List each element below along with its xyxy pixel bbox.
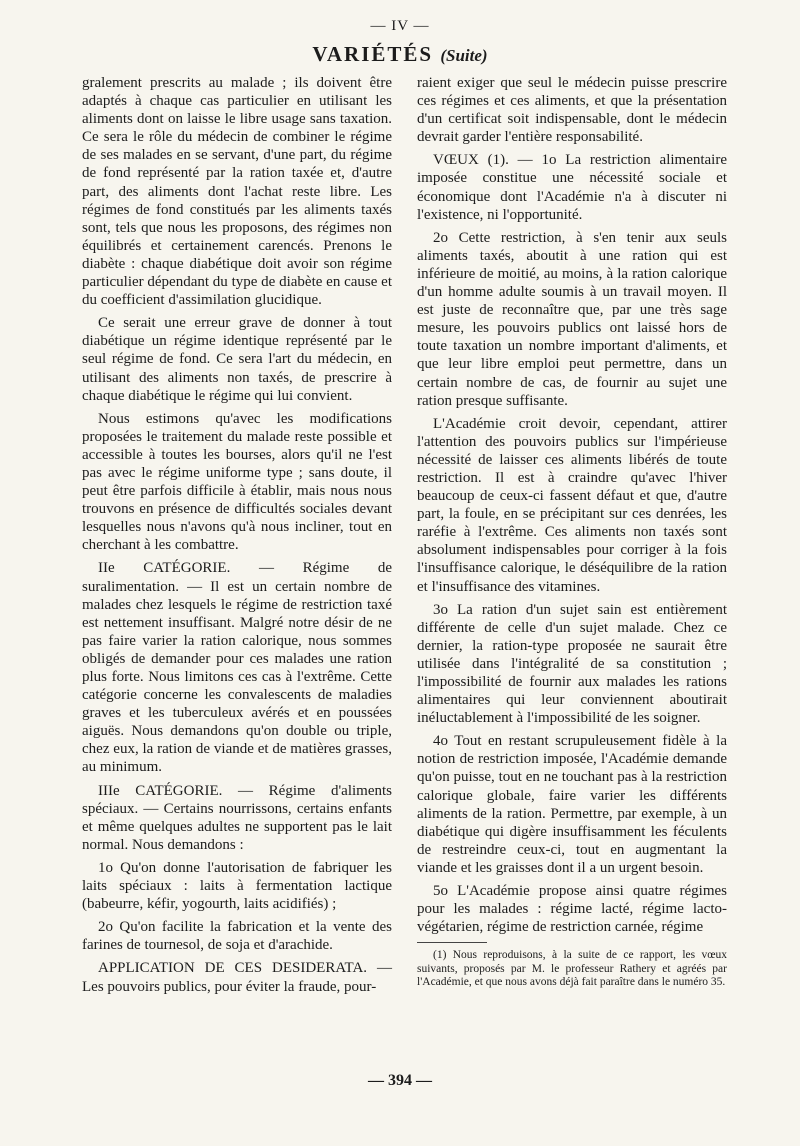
paragraph: raient exiger que seul le médecin puisse prescrire ces régimes et ces aliments, et que la présentation d'un certificat soit indispensable, dont le médecin devrait garder l'entière responsabilité.: [417, 75, 727, 146]
paragraph: 2o Cette restriction, à s'en tenir aux seuls aliments taxés, aboutit à une ration qui est inférieure de moitié, au moins, à la ration calorique d'un homme adulte soumis à un travail moyen. Il est juste de reconnaître que, par une très sage mesure, les pouvoirs publics ont laissé hors de toute taxation un nombre important d'aliments, et que leur libre emploi peut permettre, dans un certain nombre de cas, de fournir au sujet une ration presque suffisante.: [417, 229, 727, 409]
paragraph: 1o Qu'on donne l'autorisation de fabriquer les laits spéciaux : laits à fermentation lactique (babeurre, kéfir, yogourth, laits acidifiés) ;: [82, 859, 392, 913]
paragraph: 5o L'Académie propose ainsi quatre régimes pour les malades : régime lacté, régime lacto-végétarien, régime de restriction carnée, régime: [417, 883, 727, 936]
right-column: [417, 74, 727, 995]
paragraph: Ce serait une erreur grave de donner à tout diabétique un régime identique représenté par le seul régime de fond. Ce sera l'art du médecin, en utilisant des aliments non taxés, de prescrire à chaque diabétique le régime qui lui convient.: [82, 315, 392, 404]
paragraph: VŒUX (1). — 1o La restriction alimentaire imposée constitue une nécessité sociale et économique dont l'Académie n'a à discuter ni l'existence, ni l'opportunité.: [417, 152, 727, 223]
footnote: (1) Nous reproduisons, à la suite de ce rapport, les vœux suivants, proposés par M. le professeur Rathery et agréés par l'Académie, et que nous avons déjà fait paraître dans le numéro 35.: [417, 949, 727, 989]
page-number: — 394 —: [368, 1072, 432, 1089]
title-suffix: (Suite): [440, 46, 488, 65]
paragraph: 4o Tout en restant scrupuleusement fidèle à la notion de restriction imposée, l'Académie demande qu'on puisse, tout en ne touchant pas à la restriction calorique globale, faire varier les différents aliments de la ration. Permettre, par exemple, à un diabétique qui digère insuffisamment les féculents de restreindre ceux-ci, tout en augmentant la viande et les graisses dont il a un urgent besoin.: [417, 733, 727, 876]
paragraph: IIIe CATÉGORIE. — Régime d'aliments spéciaux. — Certains nourrissons, certains enfants et même quelques adultes ne supportent pas le lait normal. Nous demandons :: [82, 782, 392, 853]
paragraph: APPLICATION DE CES DESIDERATA. — Les pouvoirs publics, pour éviter la fraude, pour-: [82, 960, 392, 995]
paragraph: IIe CATÉGORIE. — Régime de suralimentation. — Il est un certain nombre de malades chez lesquels le régime de restriction taxé est nettement insuffisant. Malgré notre désir de ne pas faire varier la ration calorique, nous sommes obligés de demander pour ces malades une ration plus forte. Nous limitons ces cas à l'extrême. Cette catégorie concerne les convalescents de maladies graves et les tuberculeux avérés et en poussées aiguës. Nous demandons qu'on double ou triple, chez eux, la ration de viande et de matières grasses, au minimum.: [82, 560, 392, 776]
title-text: VARIÉTÉS: [312, 42, 434, 66]
footnote-divider: [417, 942, 487, 943]
paragraph: gralement prescrits au malade ; ils doivent être adaptés à chaque cas particulier en utilisant les aliments dont on laisse le libre usage sans taxation. Ce sera le rôle du médecin de combiner le régime de ses malades en se servant, d'une part, du régime de fond représenté par la ration taxée et, d'autre part, des aliments dont l'achat reste libre. Les régimes de fond constitués par les aliments taxés sont, tels que nous les proposons, des régimes non équilibrés et certainement carencés. Prenons le diabète : chaque diabétique doit avoir son régime particulier dépendant du type de diabète en cause et du coefficient d'assimilation glucidique.: [82, 75, 392, 309]
paragraph: 2o Qu'on facilite la fabrication et la vente des farines de tournesol, de soja et d'arachide.: [82, 919, 392, 954]
paragraph: Nous estimons qu'avec les modifications proposées le traitement du malade reste possible et accessible à toutes les bourses, alors qu'il ne l'est pas avec le régime uniforme type ; sans doute, il peut être parfois difficile à établir, mais nous nous trouvons en présence de difficultés sociales devant lesquelles nous n'avons qu'à nous incliner, tout en cherchant à les combattre.: [82, 410, 392, 554]
roman-page-marker: — IV —: [370, 18, 430, 34]
paragraph: 3o La ration d'un sujet sain est entièrement différente de celle d'un sujet malade. Chez ce dernier, la ration-type proposée ne saurait être utilisée dans l'intégralité de sa constitution ; l'impossibilité de fournir aux malades les rations alimentaires qui leur conviennent aboutirait inéluctablement à l'impossibilité de les soigner.: [417, 601, 727, 727]
left-column: [82, 74, 392, 1001]
section-title: [0, 42, 800, 67]
paragraph: L'Académie croit devoir, cependant, attirer l'attention des pouvoirs publics sur l'impérieuse nécessité de laisser ces aliments libérés de toute restriction. Il est à craindre qu'avec l'hiver beaucoup de ceux-ci fassent défaut et que, d'autre part, la foule, en se précipitant sur ces denrées, les raréfie à l'extrême. Ces aliments non taxés sont absolument indispensables pour corriger à la fois l'insuffisance calorique, le déséquilibre de la ration et l'insuffisance des vitamines.: [417, 415, 727, 595]
